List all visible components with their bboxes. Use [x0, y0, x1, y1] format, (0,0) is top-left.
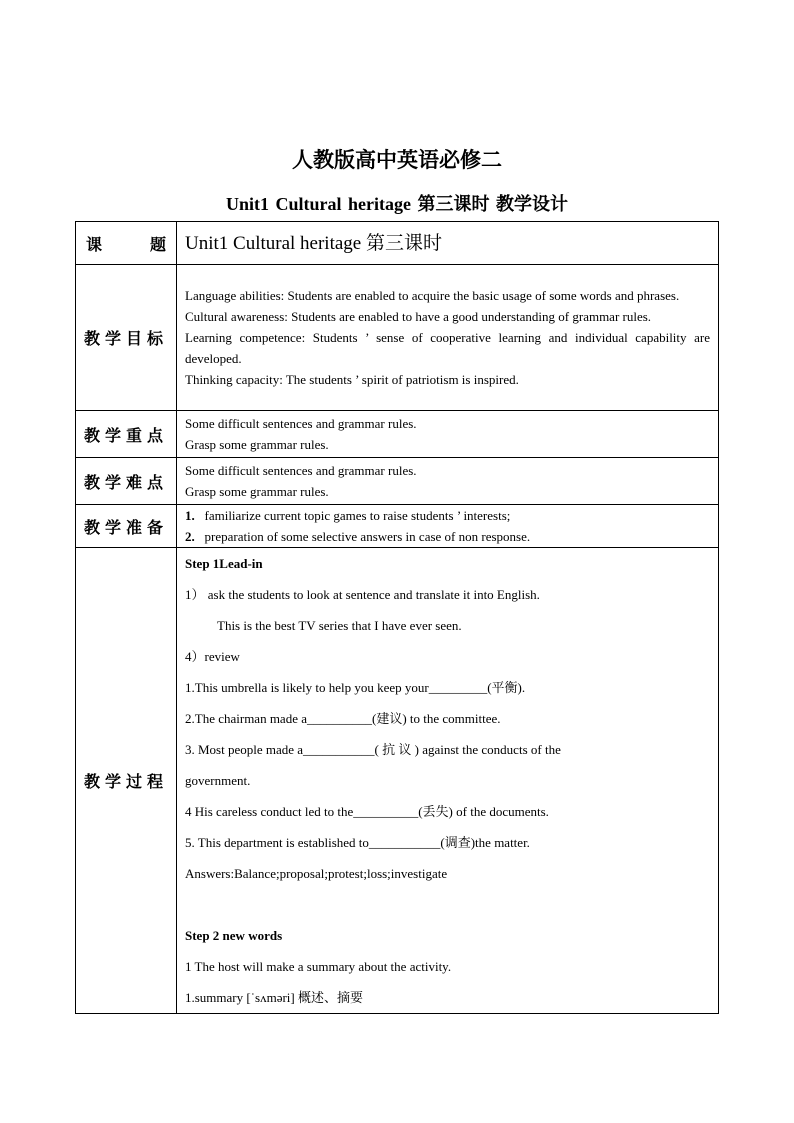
- exercise-4: 4 His careless conduct led to the__________(丢失) of the documents.: [185, 804, 549, 819]
- preparation-item-number: 1.: [185, 508, 195, 523]
- document-subtitle: Unit1 Cultural heritage 第三课时 教学设计: [226, 194, 568, 214]
- row-goals: [76, 265, 719, 411]
- step1-instruction: 1） ask the students to look at sentence and translate it into English.: [185, 587, 540, 602]
- new-word-sentence: 1 The host will make a summary about the activity.: [185, 959, 452, 974]
- row-difficulties: [76, 458, 719, 505]
- review-heading: 4）review: [185, 649, 240, 664]
- goal-language: Language abilities: Students are enabled to acquire the basic usage of some words and phrases.: [185, 288, 680, 303]
- step2-title: Step 2 new words: [185, 928, 283, 943]
- lesson-plan-table: [75, 221, 719, 1014]
- document-title: 人教版高中英语必修二: [292, 148, 502, 172]
- label-topic-a: 课: [85, 234, 102, 254]
- exercise-2: 2.The chairman made a__________(建议) to the committee.: [185, 711, 501, 726]
- exercise-3: 3. Most people made a___________( 抗 议 ) against the conducts of the: [185, 742, 561, 757]
- exercise-5: 5. This department is established to___________(调查)the matter.: [185, 835, 530, 850]
- row-process: [76, 548, 719, 1014]
- process-content: [177, 548, 719, 1014]
- preparation-item: [185, 505, 710, 526]
- topic-value: Unit1 Cultural heritage 第三课时: [177, 222, 719, 265]
- row-topic: [76, 222, 719, 265]
- answers: Answers:Balance;proposal;protest;loss;investigate: [185, 866, 448, 881]
- label-topic-b: 题: [150, 234, 167, 254]
- label-key-points: 教学重点: [76, 411, 177, 458]
- label-topic: [76, 222, 177, 265]
- key-point-line: Grasp some grammar rules.: [185, 437, 329, 452]
- key-points-content: [177, 411, 719, 458]
- preparation-item-text: familiarize current topic games to raise students ’ interests;: [204, 508, 511, 523]
- difficulty-line: Grasp some grammar rules.: [185, 484, 329, 499]
- step1-sentence: This is the best TV series that I have ever seen.: [217, 618, 462, 633]
- new-word-entry: 1.summary [ˈsʌməri] 概述、摘要: [185, 990, 364, 1005]
- row-preparation: [76, 505, 719, 548]
- difficulties-content: [177, 458, 719, 505]
- exercise-3-continued: government.: [185, 773, 251, 788]
- label-goals: 教学目标: [76, 265, 177, 411]
- preparation-content: [177, 505, 719, 548]
- preparation-item-text: preparation of some selective answers in case of non response.: [204, 529, 531, 544]
- goal-cultural: Cultural awareness: Students are enabled to have a good understanding of grammar rules.: [185, 309, 652, 324]
- label-preparation: 教学准备: [76, 505, 177, 548]
- spacer: [185, 889, 710, 920]
- goal-thinking: Thinking capacity: The students ’ spirit of patriotism is inspired.: [185, 372, 519, 387]
- difficulty-line: Some difficult sentences and grammar rules.: [185, 463, 417, 478]
- preparation-item-number: 2.: [185, 529, 195, 544]
- key-point-line: Some difficult sentences and grammar rules.: [185, 416, 417, 431]
- goals-content: [177, 265, 719, 411]
- label-difficulties: 教学难点: [76, 458, 177, 505]
- preparation-item: [185, 526, 710, 547]
- goal-learning: Learning competence: Students ’ sense of cooperative learning and individual capability are developed.: [185, 330, 710, 366]
- step1-title: Step 1Lead-in: [185, 556, 263, 571]
- row-key-points: [76, 411, 719, 458]
- exercise-1: 1.This umbrella is likely to help you keep your_________(平衡).: [185, 680, 526, 695]
- label-process: 教学过程: [76, 548, 177, 1014]
